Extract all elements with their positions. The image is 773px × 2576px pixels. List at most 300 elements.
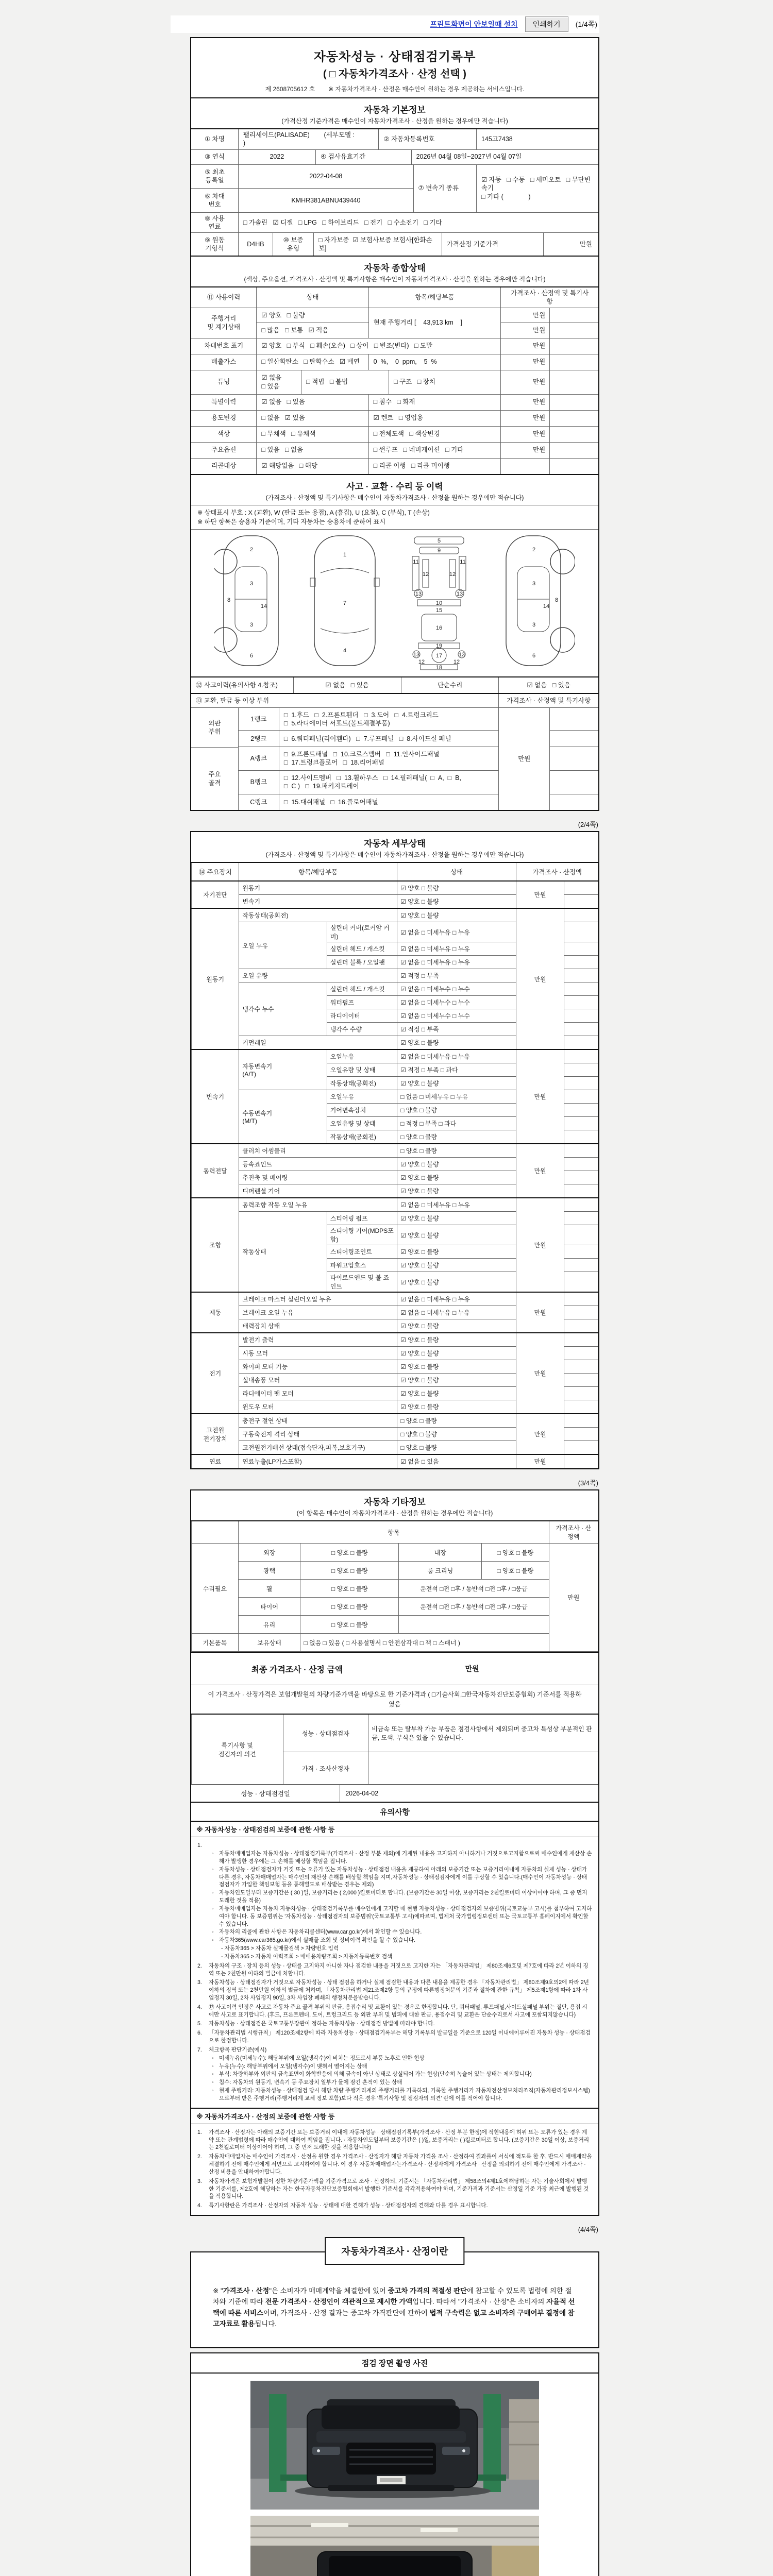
cell: 만원 bbox=[549, 1544, 598, 1652]
cell: 만원 bbox=[516, 908, 564, 1049]
cell bbox=[549, 354, 598, 370]
cell: 색상 bbox=[217, 430, 230, 438]
cell bbox=[549, 395, 598, 410]
cell bbox=[564, 1333, 598, 1347]
cell: □ 15.대쉬패널 □ 16.플로어패널 bbox=[279, 794, 499, 810]
cell bbox=[564, 1387, 598, 1400]
report-page-1 bbox=[190, 37, 599, 811]
cell: 실린더 헤드 / 개스킷 bbox=[327, 942, 397, 956]
cell: 브레이크 오일 누유 bbox=[239, 1306, 397, 1319]
cell bbox=[564, 982, 598, 996]
cell bbox=[550, 323, 598, 338]
cell: 보유상태 bbox=[238, 1634, 300, 1652]
cell bbox=[564, 895, 598, 909]
cell: 라디에이터 bbox=[327, 1009, 397, 1023]
cell: 만원 bbox=[516, 1414, 564, 1454]
cell bbox=[564, 1414, 598, 1428]
cell: ☑ 양호 □ 불량 bbox=[397, 881, 516, 895]
cell bbox=[564, 1117, 598, 1130]
cell: ☑ 양호 □ 불량 bbox=[397, 1245, 516, 1259]
table-row bbox=[191, 442, 598, 458]
cell bbox=[564, 1441, 598, 1455]
print-button[interactable]: 인쇄하기 bbox=[525, 16, 568, 32]
svg-text:3: 3 bbox=[532, 581, 536, 587]
notice-item: 6. 「자동차관리법 시행규칙」 제120조제2항에 따라 자동차성능 · 상태점검기록부는 해당 기록부의 발급일을 기준으로 120일 이내에이루어진 자동차 성능 · 상태점검으로 한정합니다. bbox=[197, 2030, 591, 2044]
cell: 만원 bbox=[533, 311, 546, 319]
page-2-label: (2/4쪽) bbox=[578, 821, 598, 829]
paragraph-segment: 이며, 가격조사 · 산정 결과는 중고차 가격판단에 관하여 bbox=[263, 2309, 430, 2317]
other-info-heading: 자동차 기타정보 bbox=[364, 1497, 426, 1507]
cell: 연료누출(LP가스포함) bbox=[239, 1454, 397, 1468]
cell: □ 양호 □ 불량 bbox=[482, 1562, 549, 1580]
cell: 2022 bbox=[238, 150, 315, 164]
cell bbox=[564, 1374, 598, 1387]
cell bbox=[279, 708, 499, 810]
cell: 기본품목 bbox=[192, 1634, 239, 1652]
history-subheading: (가격조사 · 산정액 및 특기사항은 매수인이 자동차가격조사 · 산정을 원하는 경우에만 적습니다) bbox=[265, 494, 524, 501]
cell: ☑ 자동 □ 수동 □ 세미오토 □ 무단변속기 □ 기타 ( ) bbox=[476, 165, 598, 212]
cell: ☑ 양호 □ 불량 bbox=[261, 311, 305, 319]
cell: ☑ 없음 □ 미세누수 □ 누수 bbox=[397, 1009, 516, 1023]
cell: 비금속 또는 탈부착 가능 부품은 점검사항에서 제외되며 중고차 특성상 부분적인 판금, 도색, 부식은 있을 수 있습니다. bbox=[368, 1714, 598, 1752]
paragraph-segment: 에 참고할 수 있도록 법령에 의한 절차와 기준에 따라 bbox=[213, 2287, 572, 2306]
cell bbox=[564, 956, 598, 969]
cell: 수리필요 bbox=[192, 1544, 239, 1634]
cell: ☑ 양호 □ 불량 bbox=[397, 1158, 516, 1171]
notice-item: 5. 자동차성능 · 상태점검은 국토교통부장관이 정하는 자동차성능 · 상태점검 방법에 따라야 합니다. bbox=[197, 2021, 435, 2027]
cell: KMHR381ABNU439440 bbox=[238, 189, 413, 212]
cell: 만원 bbox=[516, 1198, 564, 1292]
basic-info-subheading: (가격산정 기준가격은 매수인이 자동차가격조사 · 산정을 원하는 경우에만 적습니다) bbox=[281, 117, 508, 125]
cell: □ 적법 □ 불법 bbox=[301, 370, 389, 394]
column-header: ⑭ 주요장치 bbox=[192, 862, 239, 881]
cell: 브레이크 마스터 실린더오일 누유 bbox=[239, 1292, 397, 1306]
cell bbox=[564, 1292, 598, 1306]
report-page-2 bbox=[190, 831, 599, 1469]
svg-text:13: 13 bbox=[456, 591, 463, 598]
cell: 원동기 bbox=[192, 908, 239, 1049]
svg-text:13: 13 bbox=[458, 652, 465, 658]
cell: ☑ 없음 □ 미세누유 □ 누유 bbox=[397, 942, 516, 956]
cell: ⑫ 사고이력(유의사항 4.참조) bbox=[196, 682, 278, 689]
paragraph-segment: 중고차 가격의 적절성 판단 bbox=[388, 2287, 467, 2295]
cell: 특기사항 및 점검자의 의견 bbox=[192, 1714, 283, 1785]
page-3-label: (3/4쪽) bbox=[578, 1479, 598, 1487]
cell: ☑ 양호 □ 불량 bbox=[397, 1360, 516, 1374]
cell: ☑ 양호 □ 불량 bbox=[397, 1184, 516, 1198]
cell: 디퍼렌셜 기어 bbox=[239, 1184, 397, 1198]
cell bbox=[564, 908, 598, 922]
cell: 오일 누유 bbox=[239, 922, 327, 969]
svg-text:6: 6 bbox=[532, 653, 536, 659]
cell bbox=[238, 708, 279, 810]
table-row bbox=[191, 212, 598, 233]
price-survey-explainer-box bbox=[190, 2246, 599, 2348]
detail-table bbox=[191, 862, 598, 1468]
cell: 만원 bbox=[500, 395, 549, 410]
cell bbox=[564, 1009, 598, 1023]
cell: □ 없음 □ 있음 ( □ 사용설명서 □ 안전삼각대 □ 잭 □ 스패너 ) bbox=[300, 1634, 549, 1652]
cell: 고전원 전기장치 bbox=[192, 1414, 239, 1454]
cell: □ 양호 □ 불량 bbox=[397, 1441, 516, 1455]
cell: ☑ 양호 □ 불량 bbox=[397, 1374, 516, 1387]
cell: 배력장치 상태 bbox=[239, 1319, 397, 1333]
paragraph-segment: 가격조사 · 산정 bbox=[223, 2287, 270, 2295]
cell: ☑ 렌트 □ 영업용 bbox=[368, 411, 501, 426]
notice-item: 2. 자동차매매업자는 매수인이 가격조사 · 산정을 원할 경우 가격조사 · 산정자가 해당 자동차 가격을 조사 · 산정하여 결과를이 서식에 적도록 한 후, 반드시 매매계약을 체결하기 전에 매수인에게 서면으로 고지하여야 합니다. 이 경우 자동차매매업자는가격조사 · 산정자에게 가격조사 · 산정을 의뢰하기 전에 매수인에게 가격조사 · 산정 비용을 안내하여야합니다. bbox=[197, 2154, 592, 2175]
table-row bbox=[191, 338, 598, 354]
cell: 2022-04-08 bbox=[238, 165, 413, 189]
cell: □ 가솔린 ☑ 디젤 □ LPG □ 하이브리드 □ 전기 □ 수소전기 □ 기타 bbox=[238, 213, 598, 233]
svg-text:2: 2 bbox=[249, 547, 254, 553]
cell: ☑ 없음 □ 미세누유 □ 누유 bbox=[397, 1292, 516, 1306]
cell: 기어변속장치 bbox=[327, 1104, 397, 1117]
svg-text:1: 1 bbox=[343, 552, 347, 558]
cell bbox=[564, 942, 598, 956]
cell: 가격 · 조사산정자 bbox=[283, 1752, 368, 1785]
cell: 외장 bbox=[238, 1544, 300, 1562]
cell: ☑ 양호 □ 부식 □ 훼손(오손) □ 상이 □ 변조(변타) □ 도말 bbox=[256, 338, 500, 354]
cell: 만원 bbox=[516, 1454, 564, 1468]
cell: ☑ 양호 □ 불량 bbox=[397, 1319, 516, 1333]
cell: ☑ 적정 □ 부족 bbox=[397, 969, 516, 982]
table-row bbox=[191, 676, 598, 693]
final-price-row bbox=[191, 1652, 598, 1685]
cell: 윈도우 모터 bbox=[239, 1400, 397, 1414]
cell: 항목 bbox=[238, 1521, 549, 1544]
cell: 만원 bbox=[516, 881, 564, 908]
cell: 가격조사 · 산정액 및 특기사 항 bbox=[500, 287, 598, 308]
cell: B랭크 bbox=[239, 770, 279, 794]
cell: 만원 bbox=[501, 323, 549, 338]
cell bbox=[191, 708, 238, 810]
cell: ③ 연식 bbox=[205, 153, 225, 161]
cell bbox=[564, 1347, 598, 1360]
cell: ☑ 적정 □ 부족 bbox=[397, 1023, 516, 1036]
cell: □ 리콜 이행 □ 리콜 미이행 bbox=[368, 459, 501, 474]
cell: 만원 bbox=[543, 233, 596, 256]
cell: 충전구 절연 상태 bbox=[239, 1414, 397, 1428]
inspection-photo-rear bbox=[250, 2516, 539, 2576]
state-code-note: ※ 상태표시 부호 : X (교환), W (판금 또는 용접), A (흠집), U (요철), C (부식), T (손상) bbox=[197, 509, 430, 516]
cell bbox=[564, 1225, 598, 1245]
cell: ⑩ 보증 유형 bbox=[273, 233, 313, 256]
svg-text:12: 12 bbox=[453, 659, 460, 666]
svg-text:8: 8 bbox=[554, 597, 559, 604]
cell: □ 양호 □ 불량 bbox=[397, 1144, 516, 1158]
cell: 현재 주행거리 [ 43,913 km ] bbox=[368, 308, 501, 338]
cell: □ 양호 □ 불량 bbox=[397, 1104, 516, 1117]
cell: ☑ 양호 □ 불량 bbox=[397, 895, 516, 909]
table-row bbox=[191, 286, 598, 308]
cell: ☑ 양호 □ 불량 bbox=[397, 1400, 516, 1414]
cell: 특별이력 bbox=[211, 398, 237, 406]
cell: ☑ 양호 □ 불량 bbox=[397, 1259, 516, 1272]
cell bbox=[564, 1454, 598, 1468]
cell: □ 자가보증 ☑ 보험사보증 보험사[한화손보] bbox=[313, 233, 442, 256]
svg-text:2: 2 bbox=[532, 547, 536, 553]
notice-dash-line: - 자동차365 > 자동차 실매물검색 > 차량번호 입력 bbox=[221, 1945, 339, 1952]
cell: 작동상태(공회전) bbox=[327, 1130, 397, 1144]
svg-text:3: 3 bbox=[249, 622, 254, 629]
notice-subitem: ◦ 자동차의 리콜에 관한 사항은 자동차리콜센터(www.car.go.kr)에서 확인할 수 있습니다. bbox=[212, 1929, 422, 1936]
cell: 단순수리 bbox=[401, 677, 499, 693]
cell: ⑪ 사용이력 bbox=[207, 294, 241, 301]
svg-text:16: 16 bbox=[435, 625, 443, 632]
svg-text:12: 12 bbox=[449, 571, 456, 578]
paragraph-segment: 입니다. 따라서 "가격조사 · 산정"은 소비자의 bbox=[412, 2298, 547, 2306]
cell: 동력전달 bbox=[192, 1144, 239, 1198]
cell: □ 적정 □ 부족 □ 과다 bbox=[397, 1117, 516, 1130]
cell bbox=[549, 708, 598, 810]
cell: 룸 크리닝 bbox=[399, 1562, 482, 1580]
inspector-opinion-table bbox=[191, 1714, 598, 1785]
table-row bbox=[191, 693, 598, 707]
cell: 주행거리 및 계기상태 bbox=[207, 315, 241, 331]
detail-heading: 자동차 세부상태 bbox=[364, 839, 426, 849]
cell: 0 %, 0 ppm, 5 % bbox=[368, 354, 501, 370]
history-heading: 사고 · 교환 · 수리 등 이력 bbox=[191, 474, 598, 493]
cell: □ 있음 □ 없음 bbox=[256, 443, 368, 458]
cell: 주요 골격 bbox=[191, 747, 238, 810]
inspection-photo-front bbox=[250, 2381, 539, 2510]
cell: 연료 bbox=[192, 1454, 239, 1468]
cell bbox=[564, 1049, 598, 1063]
cell: 오일누유 bbox=[327, 1090, 397, 1104]
cell: 만원 bbox=[500, 443, 549, 458]
cell: ☑ 양호 □ 불량 bbox=[397, 1077, 516, 1090]
cell: 광택 bbox=[238, 1562, 300, 1580]
cell: ☑ 양호 □ 불량 bbox=[397, 1036, 516, 1050]
cell bbox=[550, 308, 598, 323]
overall-condition-table bbox=[191, 286, 598, 474]
svg-text:12: 12 bbox=[422, 571, 429, 578]
notice-subitem: ◦ 현재 주행거리: 자동차성능 · 상태점검 당시 해당 차량 주행거리계의 주행거리를 기록하되, 기록한 주행거리가 자동차전산정보처리조직(자동차관리정보시스템)으로부터 받은 주행거리(주행거리계 교체 정보 포함)보다 적은 경우 '특기사항 및 점검자의 의견' 란에 이를 적어야 합니다. bbox=[212, 2088, 590, 2102]
notice-item: 4. ⑫ 사고이력 인정은 사고로 자동차 주요 골격 부위의 판금, 용접수리 및 교환이 있는 경우로 한정합니다. 단, 쿼터패널, 루프패널,사이드실패널 부위는 절단, 용접 시에만 사고로 표기합니다. (후드, 프론트펜더, 도어, 트렁크리드 등 외판 부위 및 범퍼에 대한 판금, 용접수리 및 교환은 단순수리로서 사고에 포함되지않습니다) bbox=[197, 2004, 587, 2018]
cell bbox=[549, 443, 598, 458]
cell bbox=[564, 1144, 598, 1158]
cell: 운전석 □전 □후 / 동반석 □전 □후 / □응급 bbox=[399, 1598, 549, 1616]
cell: □ 없음 ☑ 있음 bbox=[256, 411, 368, 426]
cell bbox=[550, 708, 598, 730]
table-row bbox=[191, 426, 598, 442]
cell bbox=[399, 1616, 549, 1634]
cell bbox=[564, 1090, 598, 1104]
notice-subitem: ◦ 자동차365(www.car365.go.kr)에서 실매물 조회 및 정비이력 확인을 할 수 있습니다. bbox=[212, 1937, 416, 1944]
cell: □ 9.프론트패널 □ 10.크로스멤버 □ 11.인사이드패널 □ 17.트렁크플로어 □ 18.리어패널 bbox=[279, 747, 499, 770]
install-print-helper-link[interactable]: 프린트화면이 안보일때 설치 bbox=[430, 20, 518, 28]
cell: 항목/해당부품 bbox=[368, 287, 501, 308]
cell bbox=[500, 308, 549, 338]
cell: □ 일산화탄소 □ 탄화수소 ☑ 매연 bbox=[256, 354, 368, 370]
cell bbox=[564, 1184, 598, 1198]
accident-history-table bbox=[191, 676, 598, 810]
cell bbox=[550, 747, 598, 770]
cell: 팰리세이드(PALISADE) (세부모델 : ) bbox=[238, 129, 379, 149]
cell bbox=[549, 308, 598, 338]
inspection-date-row bbox=[191, 1785, 598, 1802]
cell: 자기진단 bbox=[192, 881, 239, 908]
cell: 커먼레일 bbox=[239, 1036, 397, 1050]
cell: 실린더 블록 / 오일팬 bbox=[327, 956, 397, 969]
cell: A랭크 bbox=[239, 747, 279, 770]
cell: ☑ 없음 □ 있음 bbox=[256, 370, 301, 394]
page-4-label: (4/4쪽) bbox=[578, 2226, 598, 2234]
notice-dash-line: - 자동차365 > 자동차 이력조회 > 매매용차량조회 > 자동차등록번호 검색 bbox=[221, 1953, 393, 1960]
cell: 차대번호 표기 bbox=[204, 342, 244, 350]
table-row bbox=[191, 354, 598, 370]
cell: 파워고압호스 bbox=[327, 1259, 397, 1272]
table-row bbox=[191, 370, 598, 394]
cell bbox=[564, 1104, 598, 1117]
cell: 상태 bbox=[256, 287, 368, 308]
cell bbox=[549, 370, 598, 394]
photo-section-heading: 점검 장면 촬영 사진 bbox=[191, 2353, 598, 2374]
cell: □ 양호 □ 불량 bbox=[300, 1580, 399, 1598]
cell: ☑ 없음 □ 미세누수 □ 누수 bbox=[397, 982, 516, 996]
price-survey-title-box: 자동차가격조사 · 산정이란 bbox=[325, 2237, 464, 2265]
cell: 145고7438 bbox=[476, 129, 598, 149]
cell: □ 양호 □ 불량 bbox=[397, 1414, 516, 1428]
cell bbox=[549, 459, 598, 474]
cell: 추진축 및 베어링 bbox=[239, 1171, 397, 1184]
cell bbox=[550, 770, 598, 794]
cell: 구동축전지 격리 상태 bbox=[239, 1428, 397, 1441]
cell bbox=[564, 1259, 598, 1272]
svg-text:4: 4 bbox=[343, 648, 347, 654]
cell: 2026년 04월 08일~2027년 04월 07일 bbox=[411, 150, 598, 164]
notice-subitem: ◦ 자동차매매업자는 자동차 자동차성능 · 상태점검기록부를 매수인에게 고지할 때 현행 자동차성능 · 상태점검자의 보증범위(국토교통부 고시)를 첨부하여 고지하여야 합니다. 동 보증범위는 '자동차성능 · 상태점검자의 보증범위'(국토교통부 고시)에따르며, 법제처 국가법령정보센터 또는 국토교통부 홈페이지에서 확인할 수 있습니다. bbox=[212, 1905, 592, 1927]
document-column bbox=[171, 15, 599, 2576]
cell bbox=[564, 1063, 598, 1077]
cell: □ 6.쿼터패널(리어휀다) □ 7.루프패널 □ 8.사이드실 패널 bbox=[279, 730, 499, 747]
cell: 리콜대상 bbox=[211, 462, 237, 470]
cell bbox=[564, 1023, 598, 1036]
cell: 수동변속기 (M/T) bbox=[239, 1090, 327, 1144]
cell: ⑬ 교환, 판금 등 이상 부위 bbox=[196, 697, 270, 705]
notice-item: 3. 자동차성능 · 상태점검자가 거짓으로 자동차성능 · 상태 점검을 하거나 실제 점검한 내용과 다른 내용을 제공한 경우 「자동차관리법」 제80조제9호의2에 따라 2년 이하의 징역 또는 2천만원 이하의 벌금에 처하며, 「자동차관리법 제21조제2항 등의 규정에 따른행정처분의 기준과 절차에 관한 규칙」 제5조제1항에 따라 1차 사업정지 30일, 2차 사업정지 90일, 3차 사업장 폐쇄의 행정처분을받습니다. bbox=[197, 1979, 589, 2001]
cell: □ 양호 □ 불량 bbox=[300, 1598, 399, 1616]
table-row bbox=[191, 707, 598, 810]
report-page-3 bbox=[190, 1489, 599, 2216]
paragraph-segment: 됩니다. bbox=[255, 2320, 277, 2328]
cell: 작동상태(공회전) bbox=[239, 908, 397, 922]
car-damage-diagram bbox=[191, 529, 598, 676]
report-title-option: ( □ 자동차가격조사 · 산정 선택 ) bbox=[323, 69, 466, 80]
cell bbox=[564, 922, 598, 942]
column-header: 항목/해당부품 bbox=[239, 862, 397, 881]
svg-text:19: 19 bbox=[435, 643, 443, 650]
cell: ☑ 없음 □ 미세누유 □ 누유 bbox=[397, 922, 516, 942]
svg-text:5: 5 bbox=[437, 538, 441, 545]
cell bbox=[564, 1077, 598, 1090]
cell: 주요옵션 bbox=[211, 446, 237, 454]
cell: 원동기 bbox=[239, 881, 397, 895]
svg-text:18: 18 bbox=[435, 665, 443, 671]
notice-item: 1. 가격조사 · 산정자는 아래의 보증기간 또는 보증거리 이내에 자동차성능 · 상태점검기록부(가격조사 · 산정 부분 한정)에 적힌내용에 허위 또는 오류가 있는 경우 계약 또는 관계법령에 따라 매수인에 대하여 책임을 집니다. · 자동차인도일부터 보증기간은 ( )일, 보증거리는 ( )킬로미터로 합니다. (보증기간은 30일 이상, 보증거리는 2천킬로미터 이상이어야 하며, 그 중 먼저 도래한 것을 적용합니다) bbox=[197, 2129, 590, 2151]
cell: 실린더 헤드 / 개스킷 bbox=[327, 982, 397, 996]
cell: ☑ 없음 □ 있음 bbox=[293, 677, 401, 693]
cell: □ 구조 □ 장치 bbox=[389, 370, 500, 394]
cell: ☑ 양호 □ 불량 bbox=[397, 1347, 516, 1360]
svg-text:15: 15 bbox=[435, 607, 443, 614]
svg-text:13: 13 bbox=[415, 591, 422, 598]
cell: □ 썬루프 □ 네비게이션 □ 기타 bbox=[368, 443, 501, 458]
cell: ☑ 양호 □ 불량 bbox=[397, 1333, 516, 1347]
cell: 만원 bbox=[516, 1049, 564, 1144]
cell: 조향 bbox=[192, 1198, 239, 1292]
cell: 변속기 bbox=[239, 895, 397, 909]
cell bbox=[564, 1360, 598, 1374]
cell: 만원 bbox=[516, 1144, 564, 1198]
notice-title: 유의사항 bbox=[191, 1802, 598, 1821]
cell bbox=[564, 1245, 598, 1259]
cell: 전기 bbox=[192, 1333, 239, 1414]
cell bbox=[564, 996, 598, 1009]
cell bbox=[564, 1319, 598, 1333]
cell: □ 양호 □ 불량 bbox=[397, 1130, 516, 1144]
cell: □ 무채색 □ 유채색 bbox=[256, 427, 368, 442]
cell: 제동 bbox=[192, 1292, 239, 1333]
cell: 작동상태(공회전) bbox=[327, 1077, 397, 1090]
cell: ☑ 양호 □ 불량 bbox=[397, 1387, 516, 1400]
cell: 가격조사 · 산정액 및 특기사항 bbox=[498, 694, 598, 707]
cell: □ 1.후드 □ 2.프론트휀더 □ 3.도어 □ 4.트렁크리드 □ 5.라디에이터 서포트(볼트체결부품) bbox=[283, 711, 439, 727]
final-price-label: 최종 가격조사 · 산정 금액 bbox=[251, 1665, 343, 1674]
cell bbox=[550, 730, 598, 747]
cell: 와이퍼 모터 기능 bbox=[239, 1360, 397, 1374]
svg-text:14: 14 bbox=[543, 603, 550, 610]
cell: 냉각수 누수 bbox=[239, 982, 327, 1036]
cell bbox=[549, 411, 598, 426]
cell: □ 양호 □ 불량 bbox=[300, 1616, 399, 1634]
cell: 라디에이터 팬 모터 bbox=[239, 1387, 397, 1400]
svg-text:11: 11 bbox=[460, 559, 466, 566]
cell: D4HB bbox=[238, 233, 273, 256]
cell bbox=[564, 881, 598, 895]
svg-text:7: 7 bbox=[343, 600, 347, 607]
notice-a-header: ※ 자동차성능 · 상태점검의 보증에 관한 사항 등 bbox=[191, 1821, 598, 1837]
cell: C랭크 bbox=[239, 794, 279, 810]
cell: 배출가스 bbox=[211, 358, 237, 366]
cell: 만원 bbox=[500, 354, 549, 370]
table-row bbox=[191, 458, 598, 474]
cell: ☑ 없음 □ 있음 bbox=[397, 1454, 516, 1468]
cell: 타이로드엔드 및 볼 죠인트 bbox=[327, 1272, 397, 1293]
print-toolbar bbox=[171, 15, 599, 33]
cell: 변속기 bbox=[192, 1049, 239, 1144]
cell: 오일유량 및 상태 bbox=[327, 1117, 397, 1130]
cell: ☑ 양호 □ 불량 bbox=[397, 1272, 516, 1293]
inspection-date-value: 2026-04-02 bbox=[340, 1785, 598, 1802]
cell: □ 12.사이드멤버 □ 13.휠하우스 □ 14.필러패널( □ A, □ B, □ C ) □ 19.패키지트레이 bbox=[279, 770, 499, 794]
cell: ☑ 없음 □ 미세누유 □ 누유 bbox=[397, 1198, 516, 1212]
cell: □ 많음 □ 보통 ☑ 적음 bbox=[257, 323, 368, 338]
svg-text:17: 17 bbox=[435, 653, 443, 659]
cell: 스티어링조인트 bbox=[327, 1245, 397, 1259]
cell: 오일유량 및 상태 bbox=[327, 1063, 397, 1077]
svg-text:12: 12 bbox=[418, 659, 425, 666]
notice-subitem: ◦ 누유(누수): 해당부위에서 오일(냉각수)이 맺혀서 떨어지는 상태 bbox=[212, 2063, 367, 2070]
basic-info-table bbox=[191, 128, 598, 256]
cell bbox=[564, 1158, 598, 1171]
cell bbox=[550, 794, 598, 810]
cell bbox=[564, 1212, 598, 1225]
cell: ☑ 양호 □ 불량 bbox=[397, 908, 516, 922]
detail-condition-table bbox=[191, 862, 598, 1468]
notice-subitem: ◦ 자동차인도일부터 보증기간은 ( 30 )일, 보증거리는 ( 2,000 )킬로미터로 합니다. (보증기간은 30일 이상, 보증거리는 2천킬로미터 이상이어야 하며, 그 중 먼저 도래한 것을 적용) bbox=[212, 1890, 587, 1904]
column-header: 상태 bbox=[397, 862, 516, 881]
